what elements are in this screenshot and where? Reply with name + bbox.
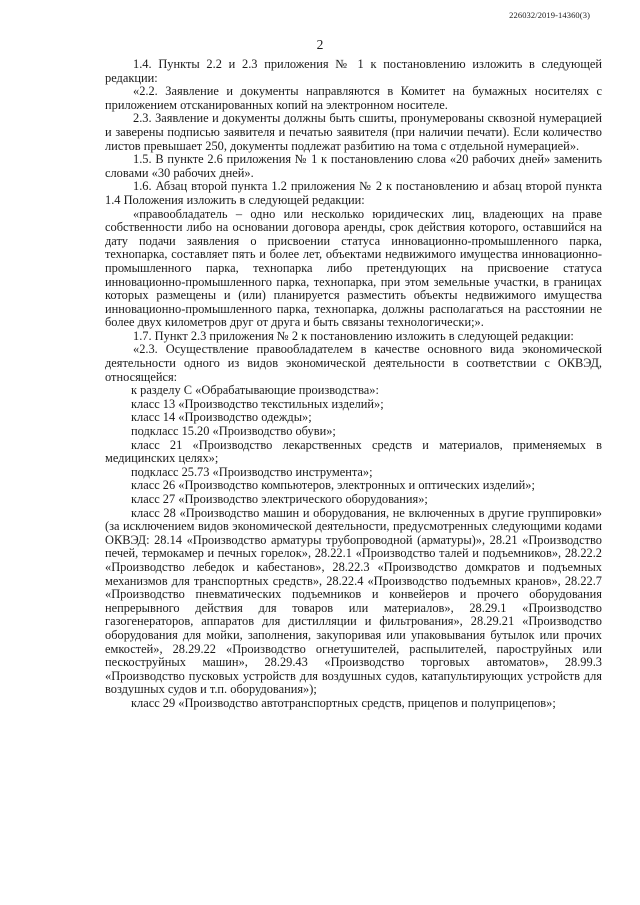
paragraph-1-5: 1.5. В пункте 2.6 приложения № 1 к постановлению слова «20 рабочих дней» заменить словами «30 рабочих дней». (105, 152, 602, 180)
list-item-class-29: класс 29 «Производство автотранспортных средств, прицепов и полуприцепов»; (131, 695, 556, 710)
list-item-class-21: класс 21 «Производство лекарственных средств и материалов, применяемых в медицинских целях»; (105, 437, 602, 466)
paragraph-rightholder-definition: «правообладатель – одно или несколько юридических лиц, владеющих на праве собственности либо на основании договора аренды, срок действия которого, оставшийся на дату подачи заявления о присвоении статуса инновационно-промышленного парка, технопарка, составляет пять и более лет, объектами недвижимого имущества инновационно-промышленного парка, технопарка либо претендующих на присвоение статуса инновационно-промышленного парка, технопарка, при этом земельные участки, в границах которых размещены и (или) планируется разместить объекты недвижимого имущества инновационно-промышленного парка, технопарка, должны располагаться на расстоянии не более двух километров друг от друга и быть связаны технологически;». (105, 206, 602, 330)
list-item-class-13: класс 13 «Производство текстильных изделий»; (131, 396, 384, 411)
list-item-class-14: класс 14 «Производство одежды»; (131, 410, 312, 425)
paragraph-2-3: 2.3. Заявление и документы должны быть сшиты, пронумерованы сквозной нумерацией и заверены подписью заявителя и печатью заявителя (при наличии печати). Если количество листов превышает 250, документы подлежат разбитию на тома с отдельной нумерацией». (105, 111, 602, 153)
document-body (105, 58, 602, 711)
paragraph-2-2-quote: «2.2. Заявление и документы направляются в Комитет на бумажных носителях с приложением отсканированных копий на электронном носителе. (105, 84, 602, 112)
list-item-subclass-15-20: подкласс 15.20 «Производство обуви»; (131, 424, 336, 439)
list-item-class-27: класс 27 «Производство электрического оборудования»; (131, 492, 428, 506)
list-item-subclass-25-73: подкласс 25.73 «Производство инструмента»; (131, 464, 373, 479)
list-item-class-28: класс 28 «Производство машин и оборудования, не включенных в другие группировки» (за исключением видов экономической деятельности, предусмотренных следующими кодами ОКВЭД: 28.14 «Производство арматуры трубопроводной (арматуры)», 28.21 «Производство печей, термокамер и печных горелок», 28.22.1 «Производство талей и подъемников», 28.22.2 «Производство лебедок и кабестанов», 28.22.3 «Производство домкратов и подъемных механизмов для транспортных средств», 28.22.4 «Производство подъемных кранов», 28.22.7 «Производство пневматических подъемников и конвейеров и прочего оборудования непрерывного действия для товаров или материалов», 28.29.1 «Производство газогенераторов, аппаратов для дистилляции и фильтрования», 28.29.21 «Производство оборудования для мойки, заполнения, закупоривая или упаковывания бутылок или прочих емкостей», 28.29.22 «Производство огнетушителей, распылителей, пароструйных или пескоструйных машин», 28.29.43 «Производство торговых автоматов», 28.99.3 «Производство пусковых устройств для воздушных судов, катапультирующих устройств для воздушных судов и т.п. оборудования»); (105, 505, 602, 697)
paragraph-1-4: 1.4. Пункты 2.2 и 2.3 приложения № 1 к постановлению изложить в следующей редакции: (105, 57, 602, 85)
paragraph-1-7: 1.7. Пункт 2.3 приложения № 2 к постановлению изложить в следующей редакции: (133, 328, 574, 343)
paragraph-2-3-activity: «2.3. Осуществление правообладателем в качестве основного вида экономической деятельности одного из видов экономической деятельности в соответствии с ОКВЭД, относящейся: (105, 342, 602, 384)
list-item-class-26: класс 26 «Производство компьютеров, электронных и оптических изделий»; (131, 478, 535, 493)
list-item-section-c: к разделу С «Обрабатывающие производства»: (131, 383, 379, 398)
document-id: 226032/2019-14360(3) (509, 10, 590, 20)
page-number: 2 (316, 37, 324, 52)
paragraph-1-6: 1.6. Абзац второй пункта 1.2 приложения № 2 к постановлению и абзац второй пункта 1.4 Положения изложить в следующей редакции: (105, 179, 602, 207)
